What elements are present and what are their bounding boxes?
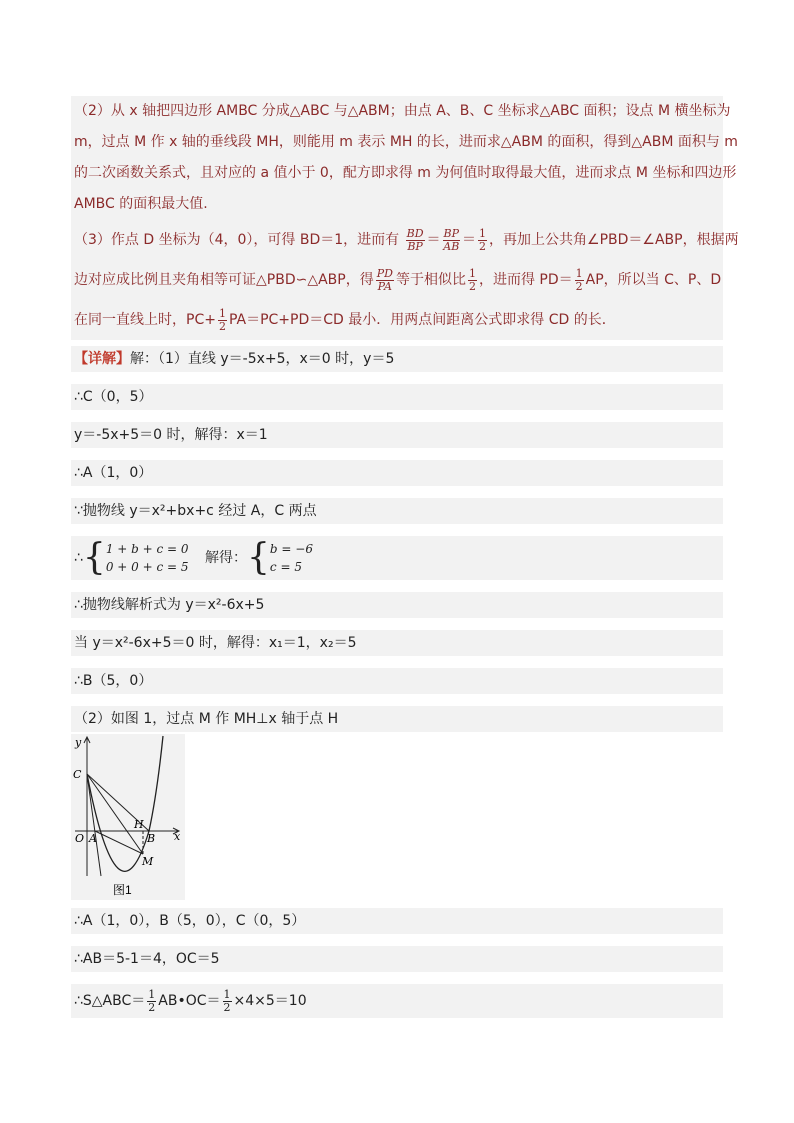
system-row: 1 + b + c = 0: [105, 542, 189, 556]
line-am: [95, 831, 143, 854]
label-m: M: [142, 855, 154, 868]
text: AP，所以当 C、P、D: [585, 272, 722, 288]
frac-den: PA: [377, 279, 392, 293]
label-b: B: [147, 832, 156, 845]
area-line: [71, 984, 723, 1018]
fraction-bd-bp: [406, 228, 425, 253]
system-row: c = 5: [269, 560, 302, 574]
fraction-half: [147, 989, 156, 1014]
fraction-half: [468, 268, 477, 293]
analysis-line: AMBC 的面积最大值.: [74, 196, 208, 212]
fraction-half: [575, 268, 584, 293]
analysis-line: 的二次函数关系式，且对应的 a 值小于 0，配方即求得 m 为何值时取得最大值，进而求点 M 坐标和四边形: [74, 165, 737, 181]
analysis-line: m，过点 M 作 x 轴的垂线段 MH，则能用 m 表示 MH 的长，进而求△ABM 的面积，得到△ABM 面积与 m: [74, 134, 738, 150]
page: [71, 96, 739, 1030]
text: ×4×5＝10: [233, 993, 307, 1009]
analysis-line: （3）作点 D 坐标为（4，0），可得 BD＝1，进而有 $\frac{BD}{BP}$ ＝ $\frac{BP}{AB}$ ＝ $\frac{1}{2}$ ，再加上公共角∠PBD＝∠ABP，根据两: [74, 226, 739, 253]
system-row: 0 + 0 + c = 5: [105, 560, 189, 574]
frac-num: 1: [468, 266, 476, 280]
fraction-half: [478, 228, 487, 253]
label-x: x: [174, 830, 181, 843]
frac-num: 1: [218, 306, 226, 320]
detail-line: ∴C（0，5）: [71, 384, 723, 410]
system-2: [270, 540, 313, 576]
detail-line: ∴B（5，0）: [71, 668, 723, 694]
frac-num: 1: [148, 987, 156, 1001]
label-o: O: [75, 832, 85, 845]
detail-line: （2）如图 1，过点 M 作 MH⊥x 轴于点 H: [71, 706, 723, 732]
detail-line: [71, 346, 723, 372]
detail-line: 当 y＝x²-6x+5＝0 时，解得：x₁＝1，x₂＝5: [71, 630, 723, 656]
detail-line: y＝-5x+5＝0 时，解得：x＝1: [71, 422, 723, 448]
text: 边对应成比例且夹角相等可证△PBD∽△ABP，得: [74, 272, 374, 288]
detail-line: ∴AB＝5-1＝4，OC＝5: [71, 946, 723, 972]
frac-den: 2: [148, 1000, 156, 1014]
text: 解：（1）直线 y＝-5x+5，x＝0 时，y＝5: [130, 351, 395, 367]
analysis-block: [71, 96, 739, 340]
detail-line: ∴抛物线解析式为 y＝x²-6x+5: [71, 592, 723, 618]
frac-den: 2: [468, 279, 476, 293]
figure-1: [71, 734, 185, 900]
fraction-half: [223, 989, 232, 1014]
solve-label: 解得：: [205, 550, 248, 566]
left-brace-icon: {: [247, 537, 270, 578]
label-c: C: [73, 768, 82, 781]
fraction-half: [218, 308, 227, 333]
detail-block: [71, 346, 723, 1018]
therefore: ∴: [74, 550, 83, 566]
equation-system: [71, 536, 723, 580]
label-h: H: [134, 818, 144, 831]
frac-den: 2: [479, 239, 487, 253]
frac-num: PD: [376, 266, 393, 280]
text: ，进而得 PD＝: [478, 272, 573, 288]
label-y: y: [75, 736, 82, 749]
frac-num: 1: [479, 226, 487, 240]
frac-den: AB: [443, 239, 460, 253]
left-brace-icon: {: [82, 537, 106, 578]
frac-den: 2: [575, 279, 583, 293]
parabola-curve: [87, 736, 163, 871]
text: 在同一直线上时，PC+: [74, 312, 216, 328]
frac-den: 2: [223, 1000, 231, 1014]
detail-label: 【详解】: [74, 351, 130, 367]
frac-num: BD: [406, 226, 424, 240]
system-row: b = −6: [269, 542, 313, 556]
text: AB•OC＝: [158, 993, 221, 1009]
frac-den: BP: [407, 239, 423, 253]
analysis-line: [74, 260, 723, 300]
frac-den: 2: [218, 319, 226, 333]
fraction-pd-pa: [376, 268, 394, 293]
text: ，再加上公共角∠PBD＝∠ABP，根据两: [489, 232, 739, 248]
analysis-line: [74, 300, 723, 340]
frac-num: 1: [575, 266, 583, 280]
system-1: [106, 540, 189, 576]
analysis-line: （2）从 x 轴把四边形 AMBC 分成△ABC 与△ABM；由点 A、B、C 坐标求△ABC 面积；设点 M 横坐标为: [74, 103, 731, 119]
fraction-bp-ab: [443, 228, 461, 253]
text: 等于相似比: [395, 272, 466, 288]
detail-line: ∴A（1，0），B（5，0），C（0，5）: [71, 908, 723, 934]
detail-line: ∵抛物线 y＝x²+bx+c 经过 A，C 两点: [71, 498, 723, 524]
label-a: A: [89, 832, 97, 845]
frac-num: 1: [223, 987, 231, 1001]
text: ∴S△ABC＝: [74, 993, 146, 1009]
text: （3）作点 D 坐标为（4，0），可得 BD＝1，进而有: [74, 232, 400, 248]
text: PA＝PC+PD＝CD 最小．用两点间距离公式即求得 CD 的长．: [228, 312, 616, 328]
figure-caption: 图1: [113, 883, 132, 897]
detail-line: ∴A（1，0）: [71, 460, 723, 486]
frac-num: BP: [443, 226, 460, 240]
parabola-diagram: [71, 734, 185, 900]
